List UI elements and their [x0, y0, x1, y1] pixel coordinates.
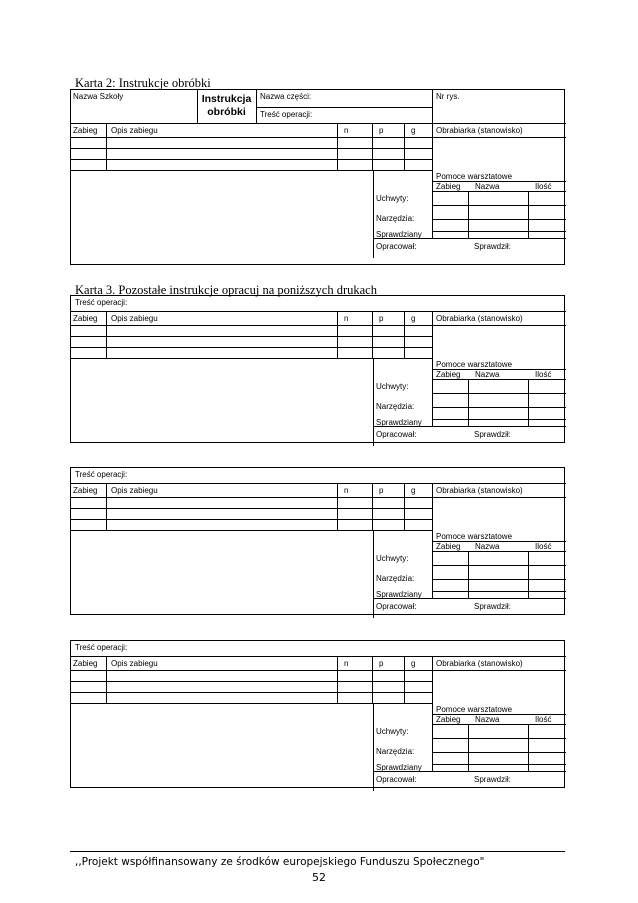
col-machine-header: Obrabiarka (stanowisko)	[436, 126, 523, 135]
table-rule	[106, 484, 107, 530]
tools-heading: Pomoce warsztatowe	[436, 532, 513, 541]
tools-heading: Pomoce warsztatowe	[436, 172, 513, 181]
prepared-by-label: Opracował:	[376, 430, 417, 439]
table-rule	[432, 484, 433, 530]
table-rule	[373, 771, 566, 772]
table-rule	[373, 170, 374, 258]
tools-col-qty: Ilość	[535, 182, 552, 191]
tools-col-name: Nazwa	[475, 182, 500, 191]
table-rule	[71, 497, 566, 498]
table-rule	[71, 519, 432, 520]
operation-label: Treść operacji:	[75, 470, 128, 479]
col-g-header: g	[411, 486, 416, 495]
table-rule	[432, 170, 433, 238]
card-title: Instrukcja obróbki	[201, 93, 252, 118]
tools-col-name: Nazwa	[475, 715, 500, 724]
fixtures-label: Uchwyty:	[376, 727, 409, 736]
table-rule	[404, 312, 405, 358]
col-n-header: n	[344, 659, 349, 668]
table-rule	[106, 124, 107, 170]
table-rule	[71, 148, 432, 149]
col-desc-header: Opis zabiegu	[111, 659, 158, 668]
part-name-label: Nazwa części:	[260, 92, 312, 101]
table-rule	[432, 379, 566, 380]
table-rule	[71, 670, 566, 671]
operation-label: Treść operacji:	[75, 298, 128, 307]
table-rule	[432, 530, 433, 598]
table-rule	[432, 579, 566, 580]
col-step-header: Zabieg	[73, 126, 98, 135]
operation-label: Treść operacji:	[260, 110, 313, 119]
table-rule	[372, 312, 373, 358]
col-desc-header: Opis zabiegu	[111, 486, 158, 495]
col-n-header: n	[344, 314, 349, 323]
table-rule	[432, 419, 566, 420]
table-rule	[71, 508, 432, 509]
table-rule	[337, 312, 338, 358]
table-rule	[432, 312, 433, 358]
table-rule	[432, 231, 566, 232]
col-g-header: g	[411, 314, 416, 323]
card3-form-1	[70, 295, 565, 443]
page-number: 52	[312, 871, 326, 884]
table-rule	[404, 484, 405, 530]
col-machine-header: Obrabiarka (stanowisko)	[436, 486, 523, 495]
col-machine-header: Obrabiarka (stanowisko)	[436, 314, 523, 323]
col-desc-header: Opis zabiegu	[111, 314, 158, 323]
table-rule	[337, 484, 338, 530]
card2-heading: Karta 2: Instrukcje obróbki	[75, 76, 211, 90]
table-rule	[337, 124, 338, 170]
col-g-header: g	[411, 659, 416, 668]
table-rule	[432, 407, 566, 408]
table-rule	[432, 205, 566, 206]
checked-by-label: Sprawdził:	[474, 602, 511, 611]
table-rule	[432, 358, 433, 426]
col-p-header: p	[379, 314, 384, 323]
col-machine-header: Obrabiarka (stanowisko)	[436, 659, 523, 668]
table-rule	[432, 124, 433, 170]
checked-by-label: Sprawdził:	[474, 775, 511, 784]
table-rule	[71, 137, 566, 138]
school-name-label: Nazwa Szkoły	[73, 92, 124, 101]
table-rule	[432, 191, 566, 192]
table-rule	[432, 591, 566, 592]
card3-form-2	[70, 467, 565, 615]
footer-divider	[70, 851, 565, 852]
table-rule	[373, 598, 566, 599]
table-rule	[106, 312, 107, 358]
gauges-label: Sprawdziany	[376, 230, 422, 239]
table-rule	[373, 358, 374, 446]
table-rule	[106, 657, 107, 703]
card2-form	[70, 89, 565, 265]
tools-col-qty: Ilość	[535, 370, 552, 379]
gauges-label: Sprawdziany	[376, 590, 422, 599]
tools-col-step: Zabieg	[436, 370, 461, 379]
table-rule	[373, 426, 566, 427]
table-rule	[432, 565, 566, 566]
table-rule	[432, 657, 433, 703]
table-rule	[432, 393, 566, 394]
col-n-header: n	[344, 486, 349, 495]
fixtures-label: Uchwyty:	[376, 194, 409, 203]
table-rule	[71, 703, 432, 704]
table-rule	[71, 681, 432, 682]
table-rule	[71, 692, 432, 693]
col-p-header: p	[379, 486, 384, 495]
operation-label: Treść operacji:	[75, 643, 128, 652]
table-rule	[404, 124, 405, 170]
tools-heading: Pomoce warsztatowe	[436, 360, 513, 369]
table-rule	[432, 219, 566, 220]
table-rule	[432, 724, 566, 725]
table-rule	[432, 703, 433, 771]
col-n-header: n	[344, 126, 349, 135]
col-g-header: g	[411, 126, 416, 135]
gauges-label: Sprawdziany	[376, 418, 422, 427]
card3-form-3	[70, 640, 565, 788]
col-desc-header: Opis zabiegu	[111, 126, 158, 135]
table-rule	[71, 347, 432, 348]
tools-heading: Pomoce warsztatowe	[436, 705, 513, 714]
drawing-number-label: Nr rys.	[436, 92, 460, 101]
footer-text: ,,Projekt współfinansowany ze środków europejskiego Funduszu Społecznego"	[75, 856, 485, 868]
table-rule	[373, 238, 566, 239]
tools-col-name: Nazwa	[475, 542, 500, 551]
fixtures-label: Uchwyty:	[376, 554, 409, 563]
gauges-label: Sprawdziany	[376, 763, 422, 772]
fixtures-label: Uchwyty:	[376, 382, 409, 391]
table-rule	[373, 703, 374, 791]
tools-col-step: Zabieg	[436, 182, 461, 191]
tools-label: Narzędzia:	[376, 747, 415, 756]
table-rule	[372, 484, 373, 530]
table-rule	[404, 657, 405, 703]
checked-by-label: Sprawdził:	[474, 242, 511, 251]
prepared-by-label: Opracował:	[376, 775, 417, 784]
tools-col-name: Nazwa	[475, 370, 500, 379]
table-rule	[71, 358, 432, 359]
table-rule	[71, 325, 566, 326]
tools-col-qty: Ilość	[535, 715, 552, 724]
tools-label: Narzędzia:	[376, 574, 415, 583]
col-step-header: Zabieg	[73, 486, 98, 495]
tools-col-step: Zabieg	[436, 542, 461, 551]
col-step-header: Zabieg	[73, 314, 98, 323]
table-rule	[71, 159, 432, 160]
tools-label: Narzędzia:	[376, 402, 415, 411]
card3-heading: Karta 3. Pozostałe instrukcje opracuj na poniższych drukach	[75, 283, 377, 297]
col-step-header: Zabieg	[73, 659, 98, 668]
table-rule	[337, 657, 338, 703]
table-rule	[432, 752, 566, 753]
table-rule	[71, 336, 432, 337]
tools-label: Narzędzia:	[376, 214, 415, 223]
prepared-by-label: Opracował:	[376, 602, 417, 611]
table-rule	[71, 170, 432, 171]
table-rule	[373, 530, 374, 618]
table-rule	[71, 530, 432, 531]
col-p-header: p	[379, 126, 384, 135]
table-rule	[432, 764, 566, 765]
tools-col-step: Zabieg	[436, 715, 461, 724]
tools-col-qty: Ilość	[535, 542, 552, 551]
table-rule	[372, 124, 373, 170]
table-rule	[432, 551, 566, 552]
checked-by-label: Sprawdził:	[474, 430, 511, 439]
col-p-header: p	[379, 659, 384, 668]
table-rule	[372, 657, 373, 703]
prepared-by-label: Opracował:	[376, 242, 417, 251]
table-rule	[432, 738, 566, 739]
